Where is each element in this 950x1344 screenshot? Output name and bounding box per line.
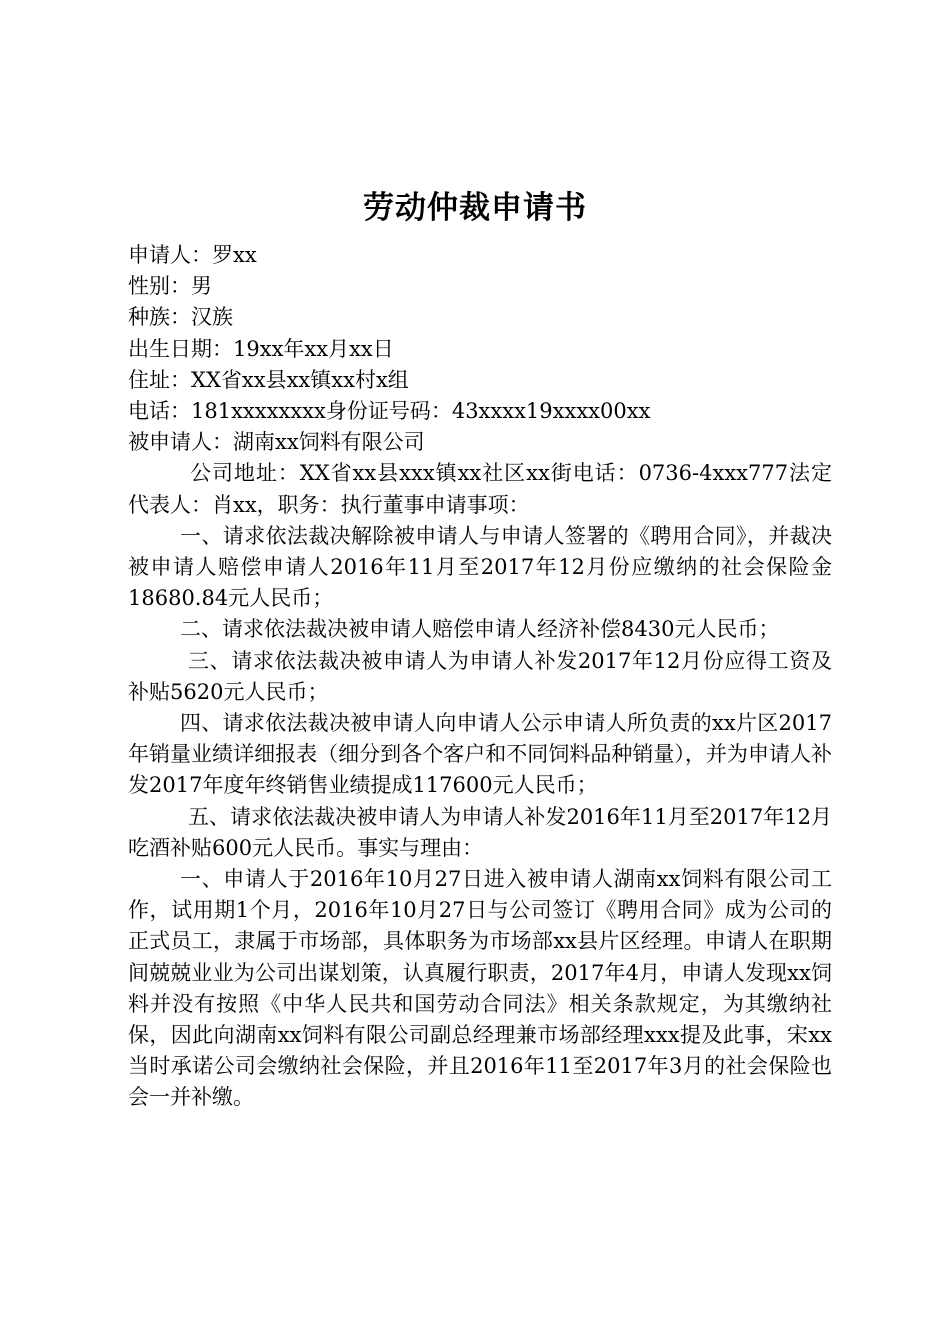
request-paragraph-3: 三、请求依法裁决被申请人为申请人补发2017年12月份应得工资及补贴5620元人民币； (128, 648, 832, 704)
request-paragraph-1: 一、请求依法裁决解除被申请人与申请人签署的《聘用合同》，并裁决被申请人赔偿申请人2016年11月至2017年12月份应缴纳的社会保险金18680.84元人民币； (128, 523, 832, 611)
applicant-phone-id-line: 电话：181xxxxxxxx身份证号码：43xxxx19xxxx00xx (128, 399, 651, 424)
facts-paragraph-1: 一、申请人于2016年10月27日进入被申请人湖南xx饲料有限公司工作，试用期1个月，2016年10月27日与公司签订《聘用合同》成为公司的正式员工，隶属于市场部，具体职务为市场部xx县片区经理。申请人在职期间兢兢业业为公司出谋划策，认真履行职责，2017年4月，申请人发现xx饲料并没有按照《中华人民共和国劳动合同法》相关条款规定，为其缴纳社保，因此向湖南xx饲料有限公司副总经理兼市场部经理xxx提及此事，宋xx当时承诺公司会缴纳社会保险，并且2016年11至2017年3月的社会保险也会一并补缴。 (128, 867, 832, 1110)
request-paragraph-5: 五、请求依法裁决被申请人为申请人补发2016年11月至2017年12月吃酒补贴600元人民币。事实与理由： (128, 804, 832, 860)
respondent-line: 被申请人：湖南xx饲料有限公司 (128, 430, 425, 455)
document-body (128, 240, 832, 1114)
applicant-ethnicity-line: 种族：汉族 (128, 305, 233, 330)
applicant-birthdate-line: 出生日期：19xx年xx月xx日 (128, 336, 394, 361)
company-address-paragraph: 公司地址：XX省xx县xxx镇xx社区xx街电话：0736-4xxx777法定代表人：肖xx，职务：执行董事申请事项： (128, 461, 832, 517)
applicant-gender-line: 性别：男 (128, 274, 212, 299)
request-paragraph-2: 二、请求依法裁决被申请人赔偿申请人经济补偿8430元人民币； (180, 617, 780, 642)
applicant-name-line: 申请人：罗xx (128, 243, 257, 267)
request-paragraph-4: 四、请求依法裁决被申请人向申请人公示申请人所负责的xx片区2017年销量业绩详细报表（细分到各个客户和不同饲料品种销量），并为申请人补发2017年度年终销售业绩提成117600元人民币； (128, 711, 832, 798)
document-title: 劳动仲裁申请书 (363, 190, 587, 226)
applicant-address-line: 住址：XX省xx县xx镇xx村x组 (128, 367, 409, 392)
